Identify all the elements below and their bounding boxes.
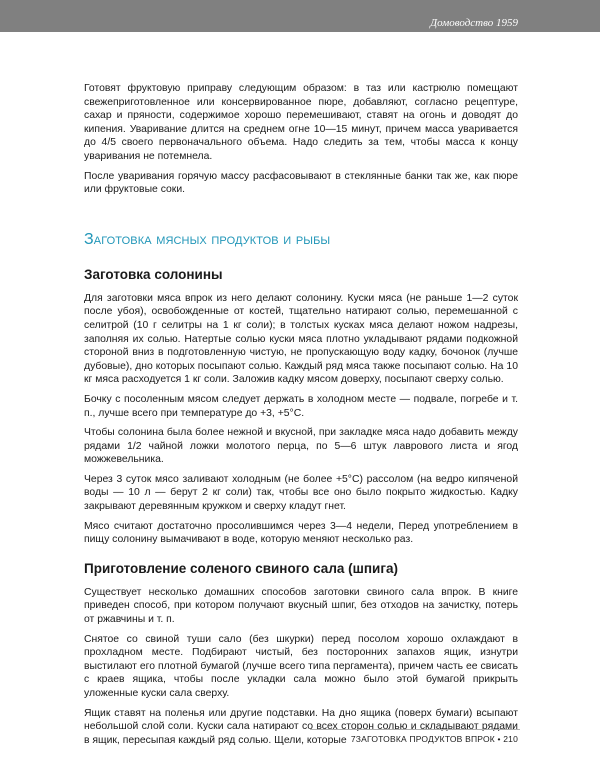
paragraph: Ящик ставят на поленья или другие подставки. На дно ящика (поверх бумаги) всыпают небольшой слой соли. Куски сала натирают со всех сторон солью и складывают рядами в ящик, пересыпая каждый ряд солью. Щели, которые [84, 707, 518, 746]
running-header-title: Домоводство 1959 [430, 17, 518, 29]
paragraph: Бочку с посоленным мясом следует держать в холодном месте — подвале, погребе и т. п., лучше всего при температуре до +3, +5°С. [84, 393, 518, 419]
paragraph: Чтобы солонина была более нежной и вкусной, при закладке мяса надо добавить между рядами 1/2 чайной ложки молотого перца, по 5—6 штук лаврового листа и ягод можжевельника. [84, 427, 518, 466]
paragraph: Существует несколько домашних способов заготовки свиного сала впрок. В книге приведен способ, при котором получают вкусный шпиг, без отходов на зачистку, потерь от ржавчины и т. п. [84, 586, 518, 626]
paragraph: Снятое со свиной туши сало (без шкурки) перед посолом хорошо охлаждают в прохладном месте. Подбирают чистый, без посторонних запахов ящик, изнутри выстилают его плотной бумагой (лучше всего типа пергамента), причем часть ее свисать с краев ящика, чтобы после укладки сала можно было этой бумагой прикрыть уложенные куски сала сверху. [84, 633, 518, 699]
footer-chapter-page: 7ЗАГОТОВКА ПРОДУКТОВ ВПРОК • 210 [350, 734, 518, 744]
paragraph: Мясо считают достаточно просолившимся через 3—4 недели, Перед употреблением в пищу солонину вымачивают в воде, которую меняют несколько раз. [84, 520, 518, 546]
paragraph: Для заготовки мяса впрок из него делают солонину. Куски мяса (не раньше 1—2 суток после убоя), освобожденные от костей, тщательно натирают солью, перемешанной с селитрой (10 г селитры на 1 кг соли); в толстых кусках мяса делают ножом надрезы, заполняя их солью. Натертые солью куски мяса плотно укладывают рядами подкожной стороной вниз в подготовленную чистую, не пропускающую воду кадку, бочонок (лучше дубовые), дно которых посыпают солью. Каждый ряд мяса также посыпают солью. На 10 кг мяса расходуется 1 кг соли. Заложив кадку мясом доверху, посыпают сверху солью. [84, 292, 518, 386]
page-footer [310, 729, 520, 750]
subsection-heading: Приготовление соленого свиного сала (шпига) [84, 560, 398, 576]
section-heading: Заготовка мясных продуктов и рыбы [84, 230, 331, 248]
paragraph: Через 3 суток мясо заливают холодным (не более +5°С) рассолом (на ведро кипяченой воды — 10 л — берут 2 кг соли) так, чтобы все оно было покрыто жидкостью. Кадку закрывают деревянным кружком и сверху кладут гнет. [84, 473, 518, 513]
page-content [84, 82, 518, 753]
subsection-heading: Заготовка солонины [84, 266, 223, 282]
page-header-bar [0, 0, 600, 32]
paragraph: После уваривания горячую массу расфасовывают в стеклянные банки так же, как пюре или фруктовые соки. [84, 170, 518, 196]
paragraph: Готовят фруктовую приправу следующим образом: в таз или кастрюлю помещают свежеприготовленное или консервированное пюре, добавляют, согласно рецептуре, сахар и пряности, содержимое хорошо перемешивают, ставят на огонь и доводят до кипения. Уваривание длится на среднем огне 10—15 минут, причем масса уваривается до 4/5 своего первоначального объема. Надо следить за тем, чтобы масса к концу уваривания не потемнела. [84, 83, 518, 162]
